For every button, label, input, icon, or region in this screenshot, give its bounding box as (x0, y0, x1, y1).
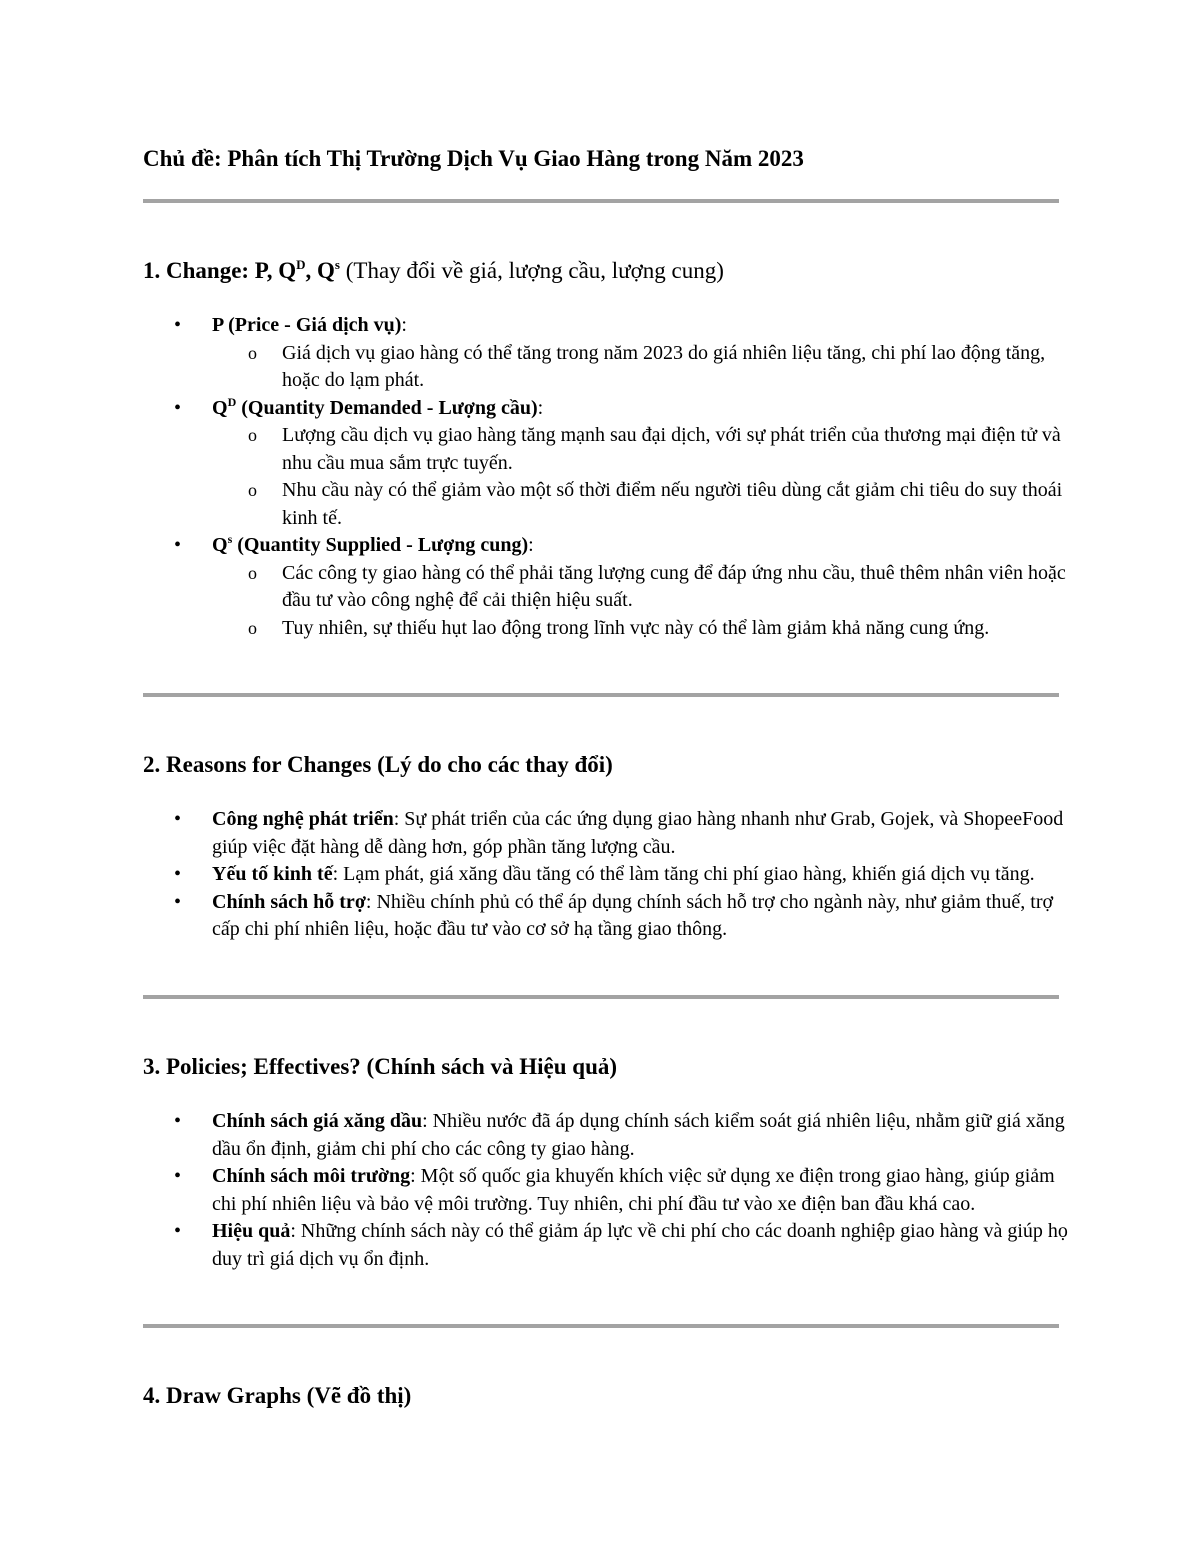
heading-text: , Q (305, 258, 335, 283)
bullet-icon: • (174, 1165, 182, 1187)
bullet-icon: • (174, 314, 182, 336)
item-term: Chính sách giá xăng dầu (212, 1110, 423, 1132)
heading-text: 2. Reasons for Changes (143, 752, 372, 777)
superscript: s (227, 532, 233, 546)
item-term: Yếu tố kinh tế (212, 863, 333, 885)
item-text: : Nhiều nước đã áp dụng chính sách kiểm soát giá nhiên liệu, nhằm giữ giá xăng dầu ổn định, giảm chi phí cho các công ty giao hàng. (212, 1110, 1065, 1160)
heading-subtitle: (Vẽ đồ thị) (300, 1383, 412, 1408)
circle-bullet-icon: o (248, 425, 257, 445)
bullet-icon: • (174, 396, 182, 419)
section-2-list (143, 806, 1073, 944)
bullet-icon: • (174, 890, 182, 913)
section-3-heading (143, 1050, 617, 1084)
list-item (143, 532, 1073, 560)
divider (143, 995, 1059, 999)
section-1-heading (143, 254, 724, 288)
circle-bullet-icon: o (248, 342, 257, 363)
term-part: Q (212, 534, 228, 556)
item-term: Hiệu quả (212, 1220, 291, 1242)
section-2-heading (143, 748, 613, 782)
item-term: Công nghệ phát triển (212, 808, 394, 830)
sub-item-text: Các công ty giao hàng có thể phải tăng lượng cung để đáp ứng nhu cầu, thuê thêm nhân viên hoặc đầu tư vào công nghệ để cải thiện hiệu suất. (282, 561, 1066, 611)
sub-item-text: Tuy nhiên, sự thiếu hụt lao động trong lĩnh vực này có thể làm giảm khả năng cung ứng. (282, 616, 990, 639)
divider (143, 199, 1059, 203)
list-item (143, 1108, 1073, 1163)
list-item (143, 395, 1073, 423)
sub-list-item (143, 477, 1073, 532)
section-3-list (143, 1108, 1073, 1273)
superscript: D (296, 257, 306, 272)
item-text: : Nhiều chính phủ có thể áp dụng chính sách hỗ trợ cho ngành này, như giảm thuế, trợ cấp chi phí nhiên liệu, hoặc đầu tư vào cơ sở hạ tầng giao thông. (212, 890, 1054, 940)
item-term (212, 534, 528, 556)
heading-text: 4. Draw Graphs (143, 1383, 301, 1408)
sub-list-item (143, 422, 1073, 477)
term-part: (Quantity Supplied - Lượng cung) (232, 534, 529, 556)
superscript: s (334, 257, 340, 272)
divider (143, 1324, 1059, 1328)
bullet-icon: • (174, 534, 182, 556)
item-term: Chính sách môi trường (212, 1165, 411, 1187)
bullet-icon: • (174, 1220, 182, 1242)
heading-subtitle: (Lý do cho các thay đổi) (371, 752, 613, 777)
term-part: Q (212, 396, 228, 419)
section-1-list (143, 312, 1073, 642)
item-text: : Lạm phát, giá xăng dầu tăng có thể làm tăng chi phí giao hàng, khiến giá dịch vụ tăng. (332, 863, 1035, 885)
item-text: : Một số quốc gia khuyến khích việc sử dụng xe điện trong giao hàng, giúp giảm chi phí nhiên liệu và bảo vệ môi trường. Tuy nhiên, chi phí đầu tư vào xe điện ban đầu khá cao. (212, 1165, 1055, 1215)
circle-bullet-icon: o (248, 480, 257, 500)
sub-item-text: Lượng cầu dịch vụ giao hàng tăng mạnh sau đại dịch, với sự phát triển của thương mại điện tử và nhu cầu mua sắm trực tuyến. (282, 424, 1061, 474)
list-item (143, 889, 1073, 944)
term-part: (Quantity Demanded - Lượng cầu) (236, 396, 538, 419)
item-term (212, 394, 538, 419)
item-text: : (401, 314, 407, 336)
item-text: : (537, 396, 544, 419)
bullet-icon: • (174, 808, 182, 830)
heading-text: 1. Change: P, Q (143, 258, 297, 283)
superscript: D (227, 394, 237, 409)
bullet-icon: • (174, 1110, 182, 1132)
item-text: : Những chính sách này có thể giảm áp lực về chi phí cho các doanh nghiệp giao hàng và giúp họ duy trì giá dịch vụ ổn định. (212, 1220, 1068, 1270)
heading-text: 3. Policies; Effectives? (143, 1054, 361, 1079)
circle-bullet-icon: o (248, 562, 257, 583)
heading-subtitle: (Thay đổi về giá, lượng cầu, lượng cung) (339, 258, 724, 283)
list-item (143, 1163, 1073, 1218)
sub-list-item (143, 615, 1073, 643)
item-text: : (528, 534, 534, 556)
sub-item-text: Giá dịch vụ giao hàng có thể tăng trong năm 2023 do giá nhiên liệu tăng, chi phí lao động tăng, hoặc do lạm phát. (282, 341, 1046, 391)
circle-bullet-icon: o (248, 617, 257, 638)
divider (143, 693, 1059, 697)
bullet-icon: • (174, 863, 182, 885)
heading-subtitle: (Chính sách và Hiệu quả) (360, 1054, 618, 1079)
list-item (143, 861, 1073, 889)
sub-list-item (143, 340, 1073, 395)
item-term: Chính sách hỗ trợ (212, 890, 366, 913)
list-item (143, 1218, 1073, 1273)
list-item (143, 312, 1073, 340)
list-item (143, 806, 1073, 861)
section-4-heading (143, 1379, 411, 1413)
sub-item-text: Nhu cầu này có thể giảm vào một số thời điểm nếu người tiêu dùng cắt giảm chi tiêu do suy thoái kinh tế. (282, 479, 1063, 529)
page-title: Chủ đề: Phân tích Thị Trường Dịch Vụ Giao Hàng trong Năm 2023 (143, 146, 804, 171)
item-text: : Sự phát triển của các ứng dụng giao hàng nhanh như Grab, Gojek, và ShopeeFood giúp việc đặt hàng dễ dàng hơn, góp phần tăng lượng cầu. (212, 808, 1064, 858)
sub-list-item (143, 560, 1073, 615)
item-term: P (Price - Giá dịch vụ) (212, 314, 402, 336)
